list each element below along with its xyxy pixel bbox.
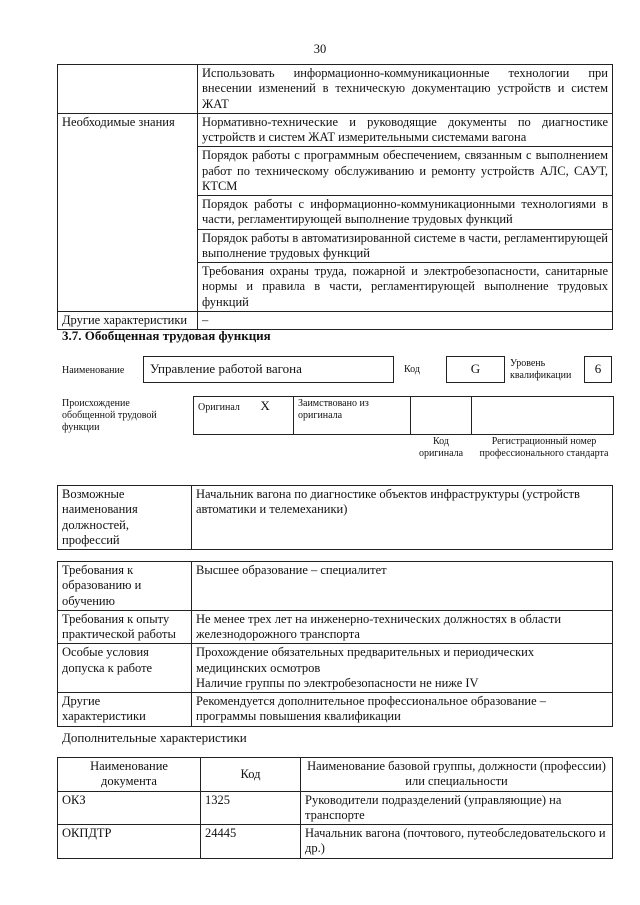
column-header: Наименование базовой группы, должности (профессии) или специальности <box>301 758 613 792</box>
positions-label: Возможные наименования должностей, профессий <box>58 486 192 550</box>
code-box <box>446 356 505 383</box>
table-row <box>194 397 614 435</box>
requirements-table <box>57 561 613 727</box>
origin-code-cell <box>411 397 472 435</box>
original-cell <box>194 397 294 435</box>
origin-table <box>193 396 614 435</box>
level-label: Уровень квалификации <box>510 358 572 381</box>
borrowed-label: Заимствовано из оригинала <box>294 397 411 435</box>
reg-caption: Регистрационный номер профессионального стандарта <box>479 436 609 459</box>
requirement-value: Высшее образование – специалитет <box>192 562 613 611</box>
table-row <box>58 562 613 611</box>
table-row <box>58 693 613 727</box>
requirement-label: Особые условия допуска к работе <box>58 644 192 693</box>
requirement-label: Другие характеристики <box>58 693 192 727</box>
additional-heading: Дополнительные характеристики <box>62 730 247 745</box>
knowledge-item: Нормативно-технические и руководящие документы по диагностике устройств и систем ЖАТ измерительными системами вагона <box>198 113 613 147</box>
additional-table <box>57 757 613 859</box>
table-row <box>58 825 613 859</box>
doc-title: Начальник вагона (почтового, путеобследовательского и др.) <box>301 825 613 859</box>
other-value: – <box>198 311 613 329</box>
knowledge-label: Необходимые знания <box>58 113 198 311</box>
column-header: Наименование документа <box>58 758 201 792</box>
page-number: 30 <box>313 42 327 56</box>
knowledge-item: Требования охраны труда, пожарной и электробезопасности, санитарные нормы и правила в части, регламентирующей выполнение трудовых функций <box>198 263 613 312</box>
origin-label: Происхождение обобщенной трудовой функции <box>62 398 157 433</box>
table-row <box>58 791 613 825</box>
requirement-label: Требования к образованию и обучению <box>58 562 192 611</box>
requirement-value-extra: Наличие группы по электробезопасности не ниже IV <box>196 675 479 690</box>
requirement-value: Не менее трех лет на инженерно-технических должностях в области железнодорожного транспорта <box>192 610 613 644</box>
knowledge-item: Порядок работы в автоматизированной системе в части, регламентирующей выполнение трудовых функций <box>198 229 613 263</box>
doc-name: ОКЗ <box>58 791 201 825</box>
function-name-box <box>143 356 394 383</box>
code-value: G <box>470 361 481 376</box>
requirement-value: Рекомендуется дополнительное профессиональное образование – программы повышения квалификации <box>192 693 613 727</box>
table-row <box>58 65 613 114</box>
table-row <box>58 644 613 693</box>
section-heading: 3.7. Обобщенная трудовая функция <box>62 328 271 343</box>
origin-reg-cell <box>472 397 614 435</box>
doc-code: 24445 <box>201 825 301 859</box>
requirement-value-cell <box>192 644 613 693</box>
table-row <box>58 486 613 550</box>
name-label: Наименование <box>62 365 125 376</box>
doc-code: 1325 <box>201 791 301 825</box>
column-header: Код <box>201 758 301 792</box>
code-label: Код <box>404 364 420 375</box>
knowledge-item: Порядок работы с программным обеспечением, связанным с выполнением работ по техническому обслуживанию и ремонту устройств АЛС, САУТ, КТСМ <box>198 147 613 196</box>
table-row <box>58 311 613 329</box>
doc-title: Руководители подразделений (управляющие) на транспорте <box>301 791 613 825</box>
other-label: Другие характеристики <box>58 311 198 329</box>
table-row <box>58 113 613 147</box>
knowledge-table <box>57 64 613 330</box>
function-name-value: Управление работой вагона <box>150 361 302 376</box>
doc-name: ОКПДТР <box>58 825 201 859</box>
skill-continuation: Использовать информационно-коммуникационные технологии при внесении изменений в техническую документацию устройств и систем ЖАТ <box>198 65 613 114</box>
table-header-row <box>58 758 613 792</box>
knowledge-item: Порядок работы с информационно-коммуникационными технологиями в части, регламентирующей выполнение трудовых функций <box>198 196 613 230</box>
positions-value: Начальник вагона по диагностике объектов инфраструктуры (устройств автоматики и телемеханики) <box>192 486 613 550</box>
level-box <box>584 356 612 383</box>
positions-table <box>57 485 613 550</box>
requirement-value: Прохождение обязательных предварительных и периодических медицинских осмотров <box>196 645 535 675</box>
original-mark: X <box>260 398 270 413</box>
code-caption: Код оригинала <box>418 436 464 459</box>
level-value: 6 <box>594 361 602 376</box>
original-label: Оригинал <box>198 402 240 413</box>
table-row <box>58 610 613 644</box>
requirement-label: Требования к опыту практической работы <box>58 610 192 644</box>
